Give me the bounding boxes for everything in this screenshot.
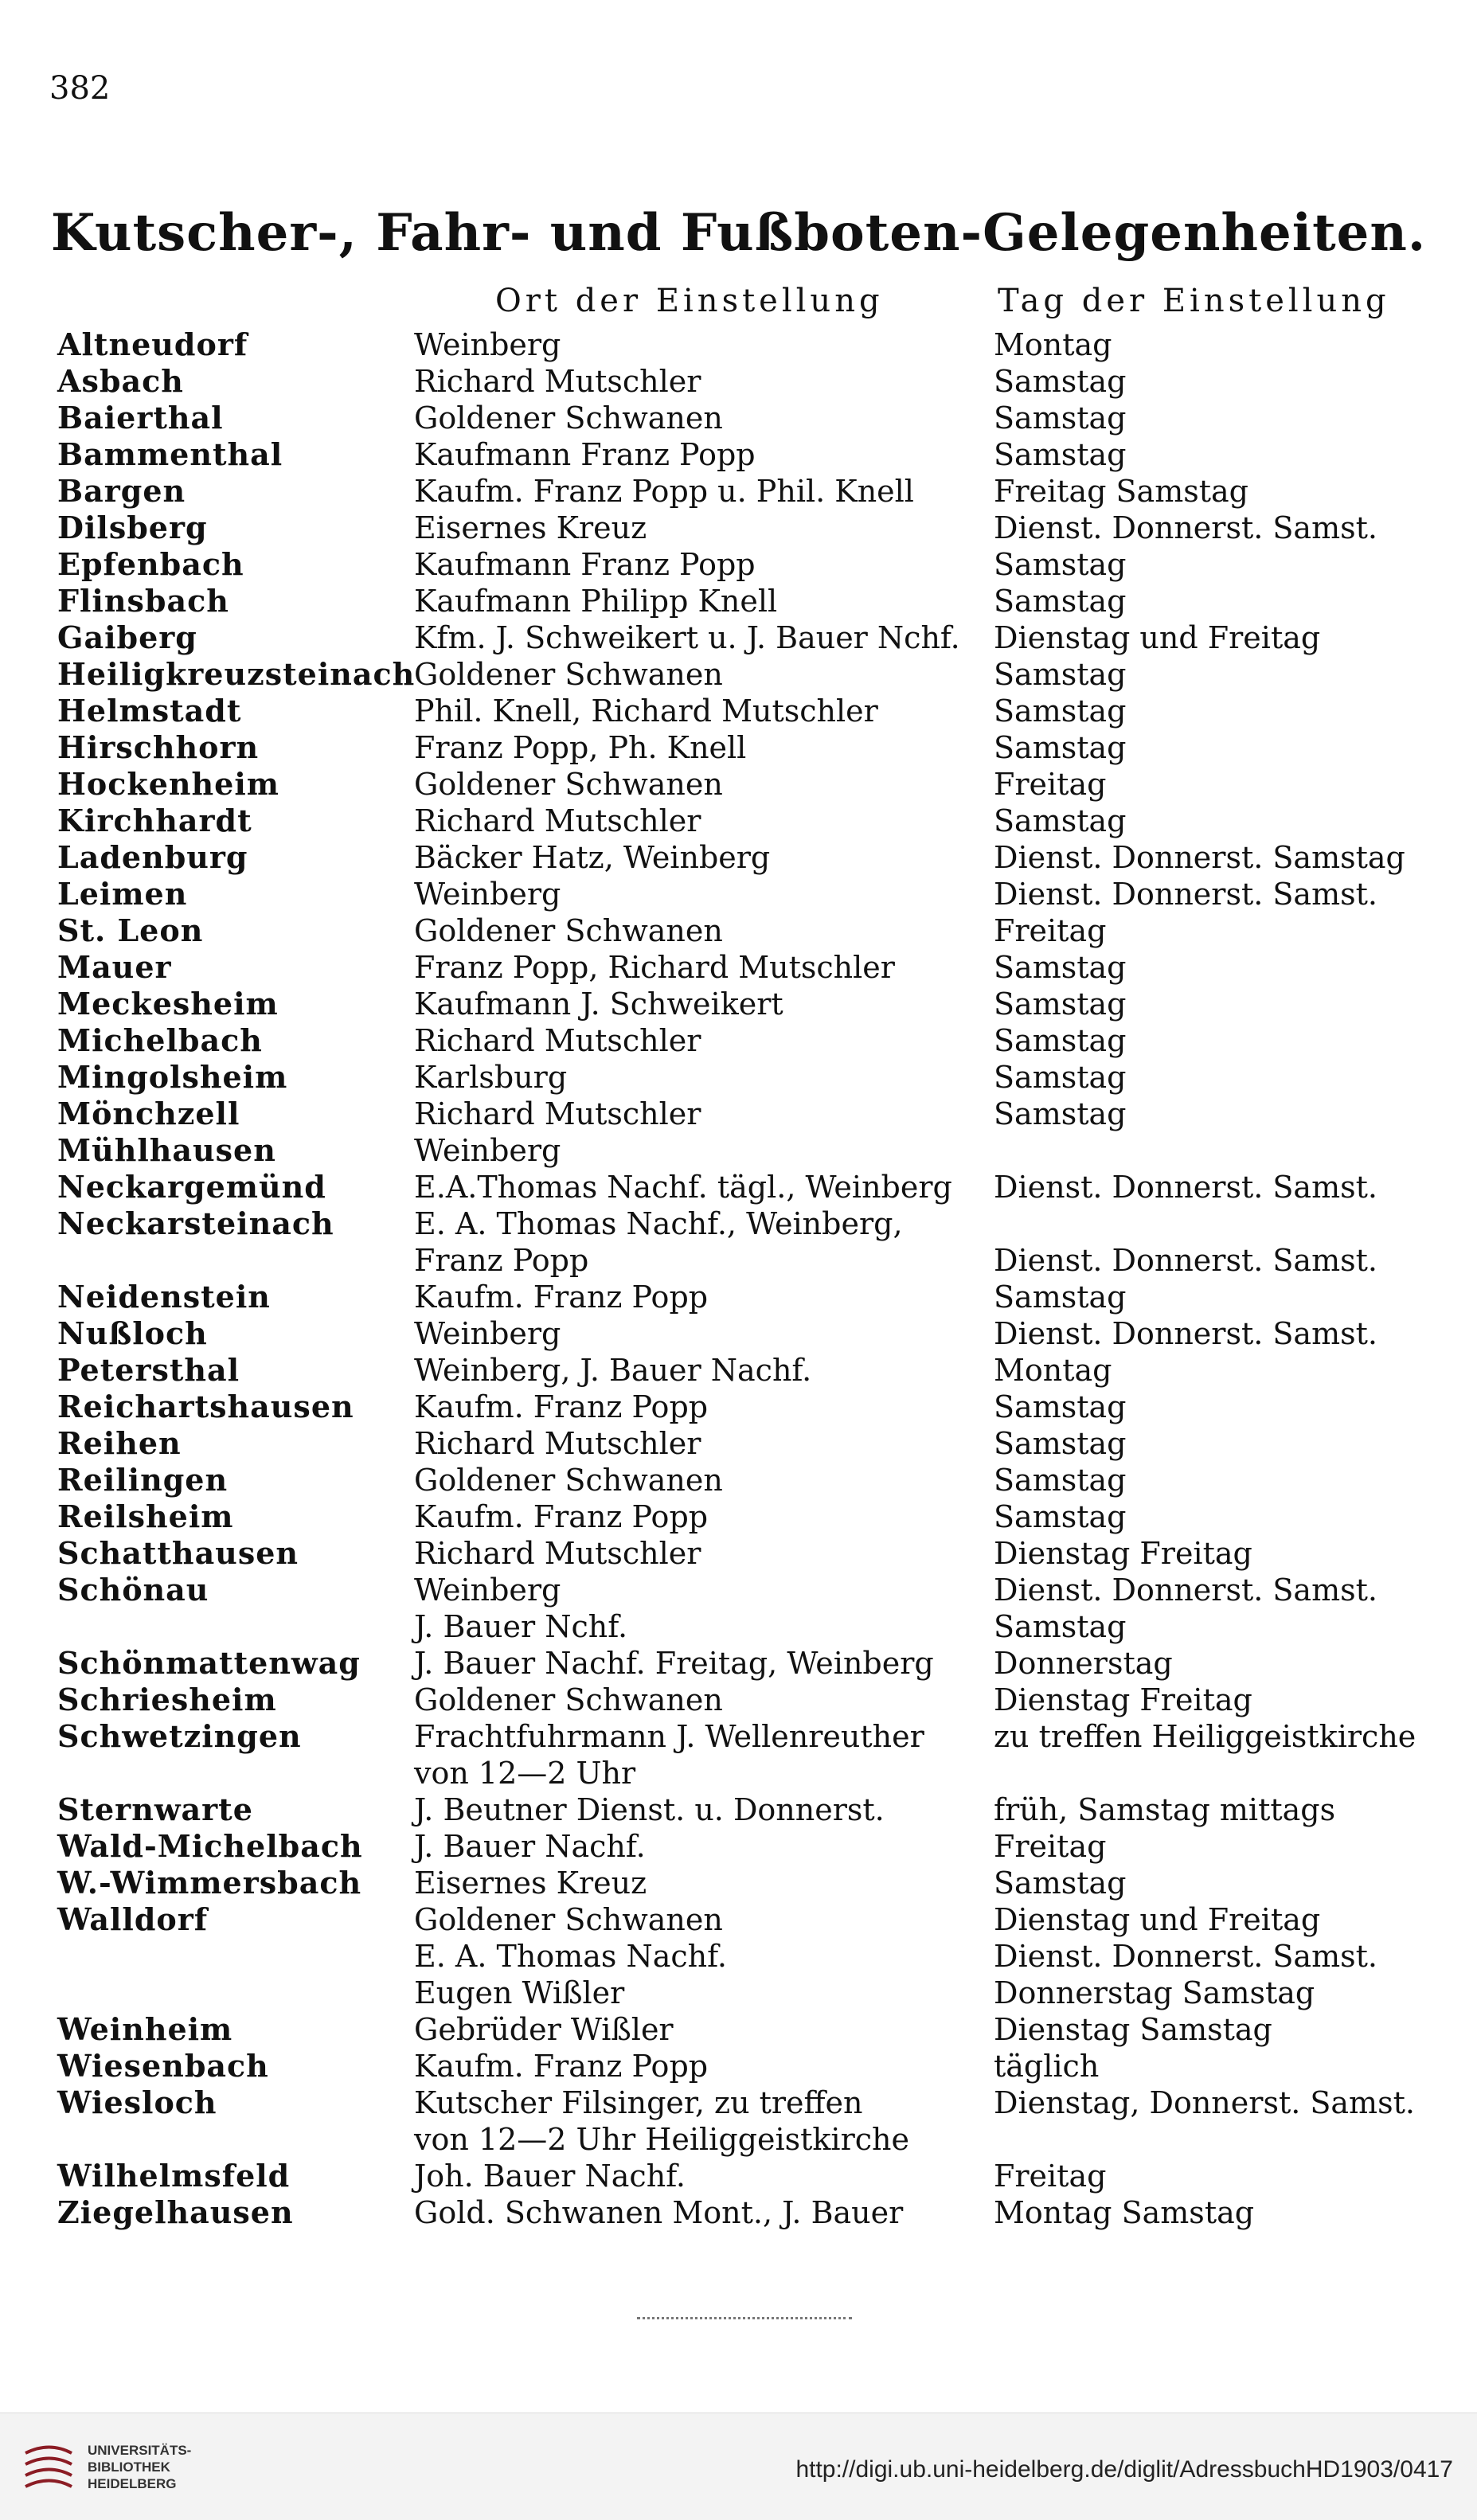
location-cell: J. Bauer Nchf. [414, 1609, 628, 1644]
table-row [0, 619, 1477, 656]
location-cell: Goldener Schwanen [414, 767, 723, 802]
location-cell: Weinberg [414, 1316, 561, 1351]
table-row [0, 1425, 1477, 1462]
location-cell: Richard Mutschler [414, 1536, 701, 1571]
page-title: Kutscher-, Fahr- und Fußboten-Gelegenheiten. [50, 203, 1427, 263]
table-row [0, 839, 1477, 876]
location-cell: Goldener Schwanen [414, 1902, 723, 1937]
table-row [0, 986, 1477, 1022]
place-cell: Altneudorf [57, 326, 248, 362]
day-cell: Samstag [994, 987, 1127, 1022]
place-cell: Leimen [57, 876, 188, 912]
table-row [0, 1645, 1477, 1682]
location-cell: J. Beutner Dienst. u. Donnerst. [414, 1792, 885, 1827]
place-cell: Gaiberg [57, 619, 197, 655]
location-cell: Kaufmann Franz Popp [414, 547, 756, 582]
table-row [0, 1901, 1477, 1938]
table-row [0, 2158, 1477, 2194]
day-cell: Samstag [994, 1426, 1127, 1461]
place-cell: Helmstadt [57, 693, 242, 729]
location-cell: Goldener Schwanen [414, 1682, 723, 1717]
place-cell: Kirchhardt [57, 803, 252, 838]
university-logo-icon [18, 2437, 80, 2499]
location-cell: von 12—2 Uhr Heiliggeistkirche [414, 2122, 909, 2157]
location-cell: Goldener Schwanen [414, 913, 723, 948]
day-cell: Freitag [994, 913, 1107, 948]
place-cell: Schönmattenwag [57, 1645, 361, 1681]
location-cell: Kaufm. Franz Popp [414, 1499, 709, 1534]
location-cell: Eisernes Kreuz [414, 510, 647, 545]
place-cell: Nußloch [57, 1315, 208, 1351]
place-cell: Mönchzell [57, 1096, 240, 1131]
day-cell: Dienstag und Freitag [994, 1902, 1321, 1937]
place-cell: Neckargemünd [57, 1169, 326, 1205]
location-cell: Richard Mutschler [414, 1426, 701, 1461]
day-cell: Dienst. Donnerst. Samst. [994, 1243, 1377, 1278]
table-row [0, 436, 1477, 473]
day-cell: Freitag [994, 2159, 1107, 2194]
location-cell: Goldener Schwanen [414, 1463, 723, 1498]
table-row [0, 1865, 1477, 1901]
day-cell: Samstag [994, 1096, 1127, 1131]
library-name [88, 2442, 191, 2492]
day-cell: Samstag [994, 584, 1127, 619]
place-cell: Schwetzingen [57, 1718, 302, 1754]
place-cell: Hockenheim [57, 766, 279, 802]
location-cell: Gebrüder Wißler [414, 2012, 674, 2047]
location-cell: Kaufmann Philipp Knell [414, 584, 778, 619]
day-cell: Dienst. Donnerst. Samst. [994, 1939, 1377, 1974]
table-row [0, 656, 1477, 693]
table-row [0, 510, 1477, 546]
location-cell: Bäcker Hatz, Weinberg [414, 840, 771, 875]
location-cell: Richard Mutschler [414, 1023, 701, 1058]
day-cell: Donnerstag [994, 1646, 1173, 1681]
source-url-link[interactable]: http://digi.ub.uni-heidelberg.de/diglit/AdressbuchHD1903/0417 [795, 2456, 1453, 2483]
place-cell: Epfenbach [57, 546, 244, 582]
day-cell: Samstag [994, 437, 1127, 472]
day-cell: Dienst. Donnerst. Samst. [994, 1573, 1377, 1608]
location-cell: Kaufm. Franz Popp [414, 1280, 709, 1315]
divider [637, 2317, 852, 2319]
place-cell: Heiligkreuzsteinach [57, 656, 416, 692]
day-cell: Freitag [994, 767, 1107, 802]
library-name-line: UNIVERSITÄTS- [88, 2443, 192, 2458]
table-row [0, 1535, 1477, 1572]
location-cell: Richard Mutschler [414, 1096, 701, 1131]
day-cell: Dienstag, Donnerst. Samst. [994, 2085, 1415, 2120]
location-cell: Kaufmann J. Schweikert [414, 987, 783, 1022]
location-cell: Kaufm. Franz Popp u. Phil. Knell [414, 474, 914, 509]
table-row [0, 912, 1477, 949]
place-cell: Sternwarte [57, 1791, 253, 1827]
day-cell: Dienstag und Freitag [994, 620, 1321, 655]
location-cell: Phil. Knell, Richard Mutschler [414, 693, 878, 729]
place-cell: Wald-Michelbach [57, 1828, 363, 1864]
day-cell: Freitag [994, 1829, 1107, 1864]
table-row [0, 1682, 1477, 1718]
place-cell: Reilsheim [57, 1498, 234, 1534]
location-cell: J. Bauer Nachf. Freitag, Weinberg [414, 1646, 934, 1681]
day-cell: Samstag [994, 693, 1127, 729]
table-row [0, 1022, 1477, 1059]
location-cell: Kaufmann Franz Popp [414, 437, 756, 472]
library-name-line: HEIDELBERG [88, 2476, 177, 2491]
table-row [0, 876, 1477, 912]
location-cell: E. A. Thomas Nachf., Weinberg, [414, 1206, 903, 1241]
day-cell: früh, Samstag mittags [994, 1792, 1336, 1827]
location-cell: Goldener Schwanen [414, 400, 723, 436]
place-cell: Petersthal [57, 1352, 240, 1388]
place-cell: Hirschhorn [57, 729, 260, 765]
location-cell: Eugen Wißler [414, 1975, 625, 2010]
location-cell: Weinberg [414, 1573, 561, 1608]
table-row [0, 326, 1477, 363]
location-cell: Richard Mutschler [414, 364, 701, 399]
table-row [0, 1975, 1477, 2011]
day-cell: Samstag [994, 1866, 1127, 1901]
table-row [0, 1096, 1477, 1132]
day-cell: Dienstag Samstag [994, 2012, 1272, 2047]
place-cell: Bammenthal [57, 436, 283, 472]
place-cell: Wiesenbach [57, 2048, 269, 2084]
day-cell: Dienstag Freitag [994, 1682, 1252, 1717]
place-cell: W.-Wimmersbach [57, 1865, 362, 1901]
table-row [0, 1608, 1477, 1645]
table-row [0, 1389, 1477, 1425]
table-row [0, 2011, 1477, 2048]
place-cell: Michelbach [57, 1022, 263, 1058]
place-cell: Weinheim [57, 2011, 233, 2047]
table-row [0, 1352, 1477, 1389]
location-cell: J. Bauer Nachf. [414, 1829, 646, 1864]
location-cell: Joh. Bauer Nachf. [414, 2159, 686, 2194]
day-cell: Freitag Samstag [994, 474, 1248, 509]
place-cell: Baierthal [57, 400, 224, 436]
location-cell: Franz Popp, Richard Mutschler [414, 950, 895, 985]
place-cell: Meckesheim [57, 986, 279, 1022]
location-cell: Gold. Schwanen Mont., J. Bauer [414, 2195, 904, 2230]
day-cell: Dienst. Donnerst. Samst. [994, 1170, 1377, 1205]
entries-table [0, 326, 1477, 2231]
location-cell: Kaufm. Franz Popp [414, 2049, 709, 2084]
table-row [0, 1572, 1477, 1608]
library-footer [0, 2413, 1477, 2520]
day-cell: Montag [994, 327, 1112, 362]
table-row [0, 1938, 1477, 1975]
day-cell: Montag Samstag [994, 2195, 1255, 2230]
place-cell: Schriesheim [57, 1682, 277, 1717]
location-cell: Franz Popp [414, 1243, 589, 1278]
table-row [0, 1755, 1477, 1791]
location-cell: Franz Popp, Ph. Knell [414, 730, 747, 765]
place-cell: Schatthausen [57, 1535, 299, 1571]
place-cell: Dilsberg [57, 510, 208, 545]
table-row [0, 1498, 1477, 1535]
day-cell: Samstag [994, 1499, 1127, 1534]
location-cell: Frachtfuhrmann J. Wellenreuther [414, 1719, 924, 1754]
table-row [0, 400, 1477, 436]
location-cell: Karlsburg [414, 1060, 568, 1095]
place-cell: Reilingen [57, 1462, 229, 1498]
table-row [0, 363, 1477, 400]
table-row [0, 546, 1477, 583]
day-cell: Samstag [994, 803, 1127, 838]
day-cell: Samstag [994, 1463, 1127, 1498]
day-cell: Samstag [994, 1280, 1127, 1315]
table-row [0, 473, 1477, 510]
day-cell: Samstag [994, 657, 1127, 692]
day-cell: Samstag [994, 400, 1127, 436]
day-cell: Samstag [994, 1389, 1127, 1424]
place-cell: Walldorf [57, 1901, 209, 1937]
table-row [0, 803, 1477, 839]
table-row [0, 1132, 1477, 1169]
table-row [0, 1315, 1477, 1352]
table-row [0, 766, 1477, 803]
day-cell: Samstag [994, 1060, 1127, 1095]
table-row [0, 693, 1477, 729]
table-row [0, 2048, 1477, 2084]
day-cell: Dienst. Donnerst. Samst. [994, 1316, 1377, 1351]
location-cell: Kfm. J. Schweikert u. J. Bauer Nchf. [414, 620, 960, 655]
column-header-location: Ort der Einstellung [495, 283, 884, 319]
day-cell: Samstag [994, 547, 1127, 582]
table-row [0, 1169, 1477, 1205]
table-row [0, 1462, 1477, 1498]
day-cell: Donnerstag Samstag [994, 1975, 1315, 2010]
day-cell: Samstag [994, 730, 1127, 765]
location-cell: Weinberg [414, 877, 561, 912]
day-cell: Dienstag Freitag [994, 1536, 1252, 1571]
location-cell: E. A. Thomas Nachf. [414, 1939, 727, 1974]
table-row [0, 949, 1477, 986]
location-cell: von 12—2 Uhr [414, 1756, 636, 1791]
table-row [0, 583, 1477, 619]
place-cell: Schönau [57, 1572, 209, 1608]
location-cell: Goldener Schwanen [414, 657, 723, 692]
table-row [0, 1059, 1477, 1096]
place-cell: Reihen [57, 1425, 182, 1461]
table-row [0, 2084, 1477, 2121]
location-cell: Weinberg [414, 1133, 561, 1168]
location-cell: Kaufm. Franz Popp [414, 1389, 709, 1424]
table-row [0, 1242, 1477, 1279]
day-cell: Samstag [994, 1609, 1127, 1644]
day-cell: Samstag [994, 950, 1127, 985]
day-cell: Dienst. Donnerst. Samst. [994, 510, 1377, 545]
table-row [0, 1205, 1477, 1242]
location-cell: E.A.Thomas Nachf. tägl., Weinberg [414, 1170, 952, 1205]
table-row [0, 1791, 1477, 1828]
day-cell: Montag [994, 1353, 1112, 1388]
day-cell: täglich [994, 2049, 1100, 2084]
place-cell: Reichartshausen [57, 1389, 354, 1424]
place-cell: Wilhelmsfeld [57, 2158, 291, 2194]
place-cell: Mauer [57, 949, 172, 985]
location-cell: Weinberg [414, 327, 561, 362]
place-cell: Flinsbach [57, 583, 229, 619]
place-cell: Bargen [57, 473, 186, 509]
day-cell: Dienst. Donnerst. Samstag [994, 840, 1405, 875]
day-cell: zu treffen Heiliggeistkirche [994, 1719, 1416, 1754]
table-row [0, 2194, 1477, 2231]
library-name-line: BIBLIOTHEK [88, 2459, 170, 2475]
table-row [0, 1828, 1477, 1865]
column-header-day: Tag der Einstellung [998, 283, 1390, 319]
day-cell: Samstag [994, 364, 1127, 399]
place-cell: Asbach [57, 363, 184, 399]
place-cell: Mühlhausen [57, 1132, 276, 1168]
table-row [0, 1279, 1477, 1315]
table-row [0, 729, 1477, 766]
page-number: 382 [49, 70, 111, 107]
table-row [0, 2121, 1477, 2158]
day-cell: Dienst. Donnerst. Samst. [994, 877, 1377, 912]
place-cell: Mingolsheim [57, 1059, 288, 1095]
location-cell: Eisernes Kreuz [414, 1866, 647, 1901]
location-cell: Richard Mutschler [414, 803, 701, 838]
place-cell: Wiesloch [57, 2084, 217, 2120]
place-cell: Neidenstein [57, 1279, 271, 1315]
location-cell: Kutscher Filsinger, zu treffen [414, 2085, 863, 2120]
location-cell: Weinberg, J. Bauer Nachf. [414, 1353, 812, 1388]
day-cell: Samstag [994, 1023, 1127, 1058]
place-cell: St. Leon [57, 912, 204, 948]
place-cell: Ziegelhausen [57, 2194, 294, 2230]
place-cell: Ladenburg [57, 839, 248, 875]
table-row [0, 1718, 1477, 1755]
place-cell: Neckarsteinach [57, 1205, 334, 1241]
